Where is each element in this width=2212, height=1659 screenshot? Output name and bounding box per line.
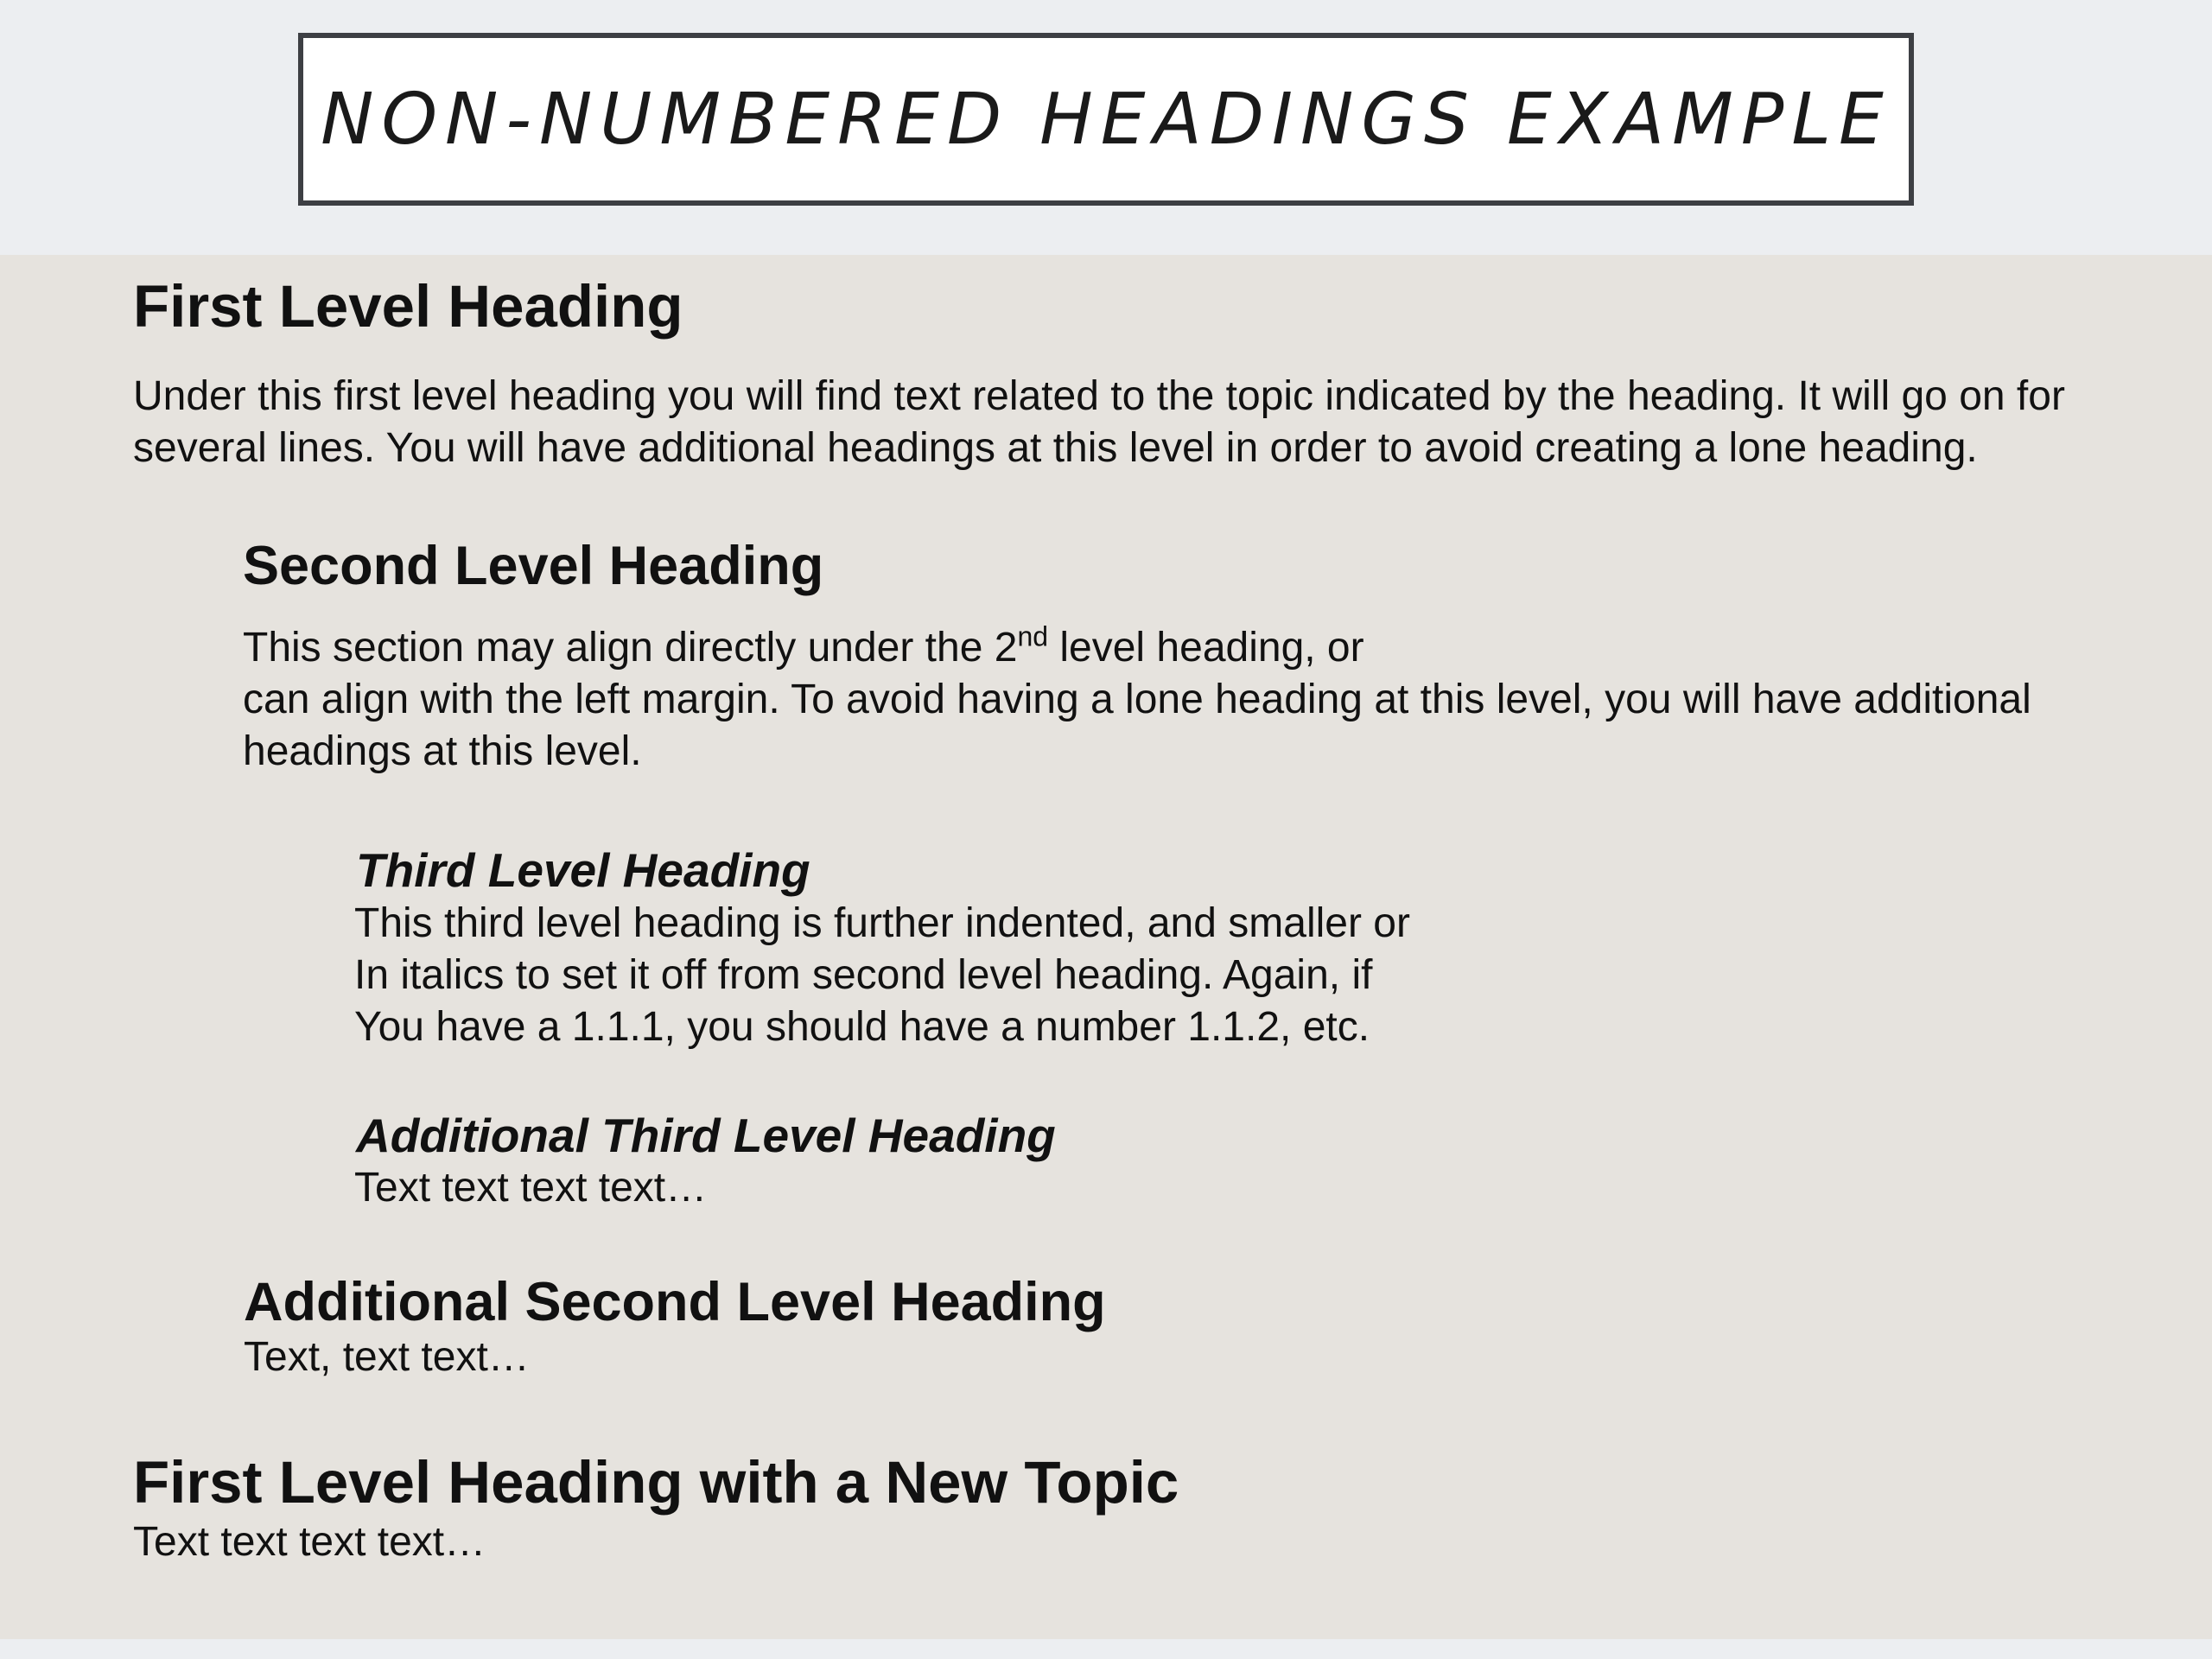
additional-third-level-body: Text text text text… bbox=[354, 1165, 708, 1211]
second-level-body-line: can align with the left margin. To avoid having a lone heading at this level, you will have additional bbox=[243, 677, 2031, 722]
ordinal-superscript: nd bbox=[1017, 620, 1049, 652]
first-level-heading-new-topic: First Level Heading with a New Topic bbox=[133, 1449, 1179, 1516]
third-level-heading: Third Level Heading bbox=[356, 843, 810, 897]
new-topic-body: Text text text text… bbox=[133, 1519, 486, 1565]
slide-title-box bbox=[298, 33, 1914, 206]
second-level-body bbox=[243, 622, 2031, 778]
third-level-body bbox=[354, 898, 1410, 1053]
first-level-heading: First Level Heading bbox=[133, 273, 683, 340]
second-level-body-text: level heading, or bbox=[1048, 625, 1364, 671]
additional-second-level-heading: Additional Second Level Heading bbox=[244, 1272, 1106, 1332]
slide-title: NON-NUMBERED HEADINGS EXAMPLE bbox=[321, 78, 1891, 161]
third-level-body-line: In italics to set it off from second level heading. Again, if bbox=[354, 952, 1373, 998]
slide-content bbox=[0, 255, 2212, 1639]
second-level-body-line: headings at this level. bbox=[243, 728, 642, 774]
third-level-body-line: This third level heading is further indented, and smaller or bbox=[354, 900, 1410, 946]
second-level-body-line bbox=[243, 622, 2031, 674]
third-level-body-line: You have a 1.1.1, you should have a number 1.1.2, etc. bbox=[354, 1004, 1370, 1050]
additional-second-level-body: Text, text text… bbox=[244, 1334, 530, 1380]
first-level-body bbox=[133, 371, 2065, 474]
first-level-body-line: Under this first level heading you will find text related to the topic indicated by the heading. It will go on for bbox=[133, 373, 2065, 419]
second-level-body-text: This section may align directly under the 2 bbox=[243, 625, 1018, 671]
first-level-body-line: several lines. You will have additional headings at this level in order to avoid creating a lone heading. bbox=[133, 425, 1978, 471]
second-level-heading: Second Level Heading bbox=[243, 536, 824, 596]
additional-third-level-heading: Additional Third Level Heading bbox=[356, 1109, 1056, 1162]
